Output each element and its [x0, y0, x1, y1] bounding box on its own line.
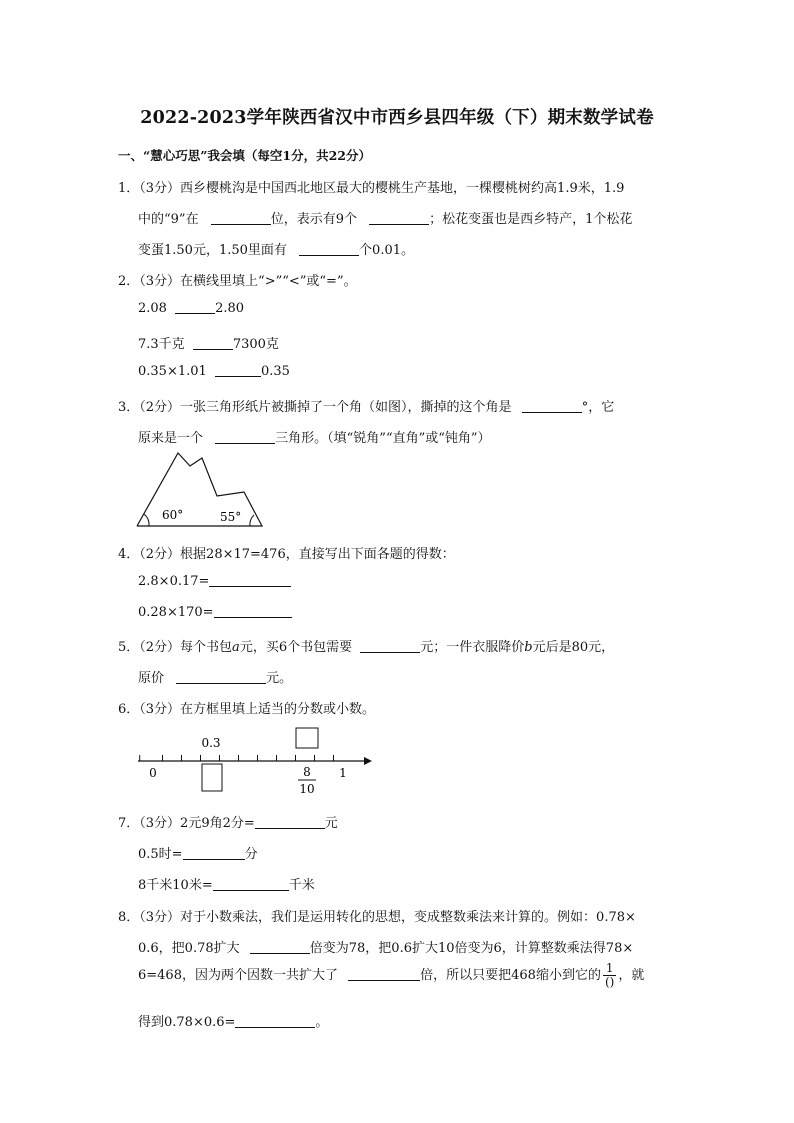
tick-label-0-3: 0.3: [201, 736, 221, 750]
question-8-line-4: [138, 1011, 328, 1030]
question-1-line-3: [138, 239, 414, 258]
question-3-line-1: [118, 396, 614, 415]
text: 千米: [288, 878, 315, 893]
text: 个0.01。: [359, 243, 414, 258]
fraction: [603, 962, 616, 989]
text: 0.5时=: [138, 847, 183, 862]
fraction-denominator-blank[interactable]: (): [604, 975, 615, 989]
question-1-line-2: [138, 208, 632, 227]
answer-blank[interactable]: [214, 605, 292, 618]
answer-blank[interactable]: [235, 1015, 315, 1028]
text: 。: [315, 1015, 329, 1030]
answer-blank[interactable]: [369, 212, 429, 225]
text: 2.80: [215, 301, 245, 316]
answer-blank[interactable]: [255, 816, 325, 829]
answer-blank[interactable]: [215, 364, 261, 377]
text: 位，表示有9个: [270, 212, 357, 227]
text: 原来是一个: [138, 431, 204, 446]
tick-label-1: 1: [339, 766, 347, 780]
answer-blank[interactable]: [522, 400, 582, 413]
text: 3．（2分）一张三角形纸片被撕掉了一个角（如图），撕掉的这个角是: [118, 400, 512, 415]
torn-triangle-figure: [132, 448, 272, 534]
answer-blank[interactable]: [299, 243, 359, 256]
fraction-numerator: 1: [603, 962, 616, 976]
text: 元后是80元，: [532, 640, 615, 655]
text: 倍变为78，把0.6扩大10倍变为6，计算整数乘法得78×: [309, 941, 634, 956]
variable-a: a: [232, 640, 240, 655]
question-6-line-1: 6．（3分）在方框里填上适当的分数或小数。: [118, 702, 376, 717]
text: 5．（2分）每个书包: [118, 640, 233, 655]
answer-blank[interactable]: [193, 337, 233, 350]
text: 2.8×0.17=: [138, 574, 210, 589]
angle-label-55: 55°: [220, 510, 242, 524]
answer-blank[interactable]: [211, 212, 271, 225]
angle-arc-left: [144, 514, 149, 526]
fraction-numerator: 8: [303, 765, 311, 779]
text: 7.3千克: [138, 337, 185, 352]
arrow-head-icon: [364, 757, 372, 765]
question-3-line-2: [138, 427, 491, 446]
text: 0.35: [260, 364, 290, 379]
text: 6=468，因为两个因数一共扩大了: [138, 968, 338, 983]
question-7-line-2: [138, 843, 258, 862]
answer-blank[interactable]: [183, 847, 245, 860]
number-line-figure: [132, 722, 372, 802]
question-7-line-1: [118, 812, 338, 831]
text: 倍，所以只要把468缩小到它的: [420, 968, 601, 983]
tick-marks: [140, 755, 334, 761]
section-heading: 一、“慧心巧思”我会填（每空1分，共22分）: [118, 148, 371, 163]
text: 元；一件衣服降价: [420, 640, 525, 655]
text: 0.6，把0.78扩大: [138, 941, 240, 956]
answer-blank[interactable]: [176, 671, 266, 684]
answer-blank[interactable]: [209, 574, 291, 587]
question-2-c: [138, 364, 290, 379]
question-8-line-2: [138, 937, 633, 956]
answer-box-bottom[interactable]: [202, 764, 222, 791]
question-5-line-2: [138, 667, 292, 686]
text: 原价: [138, 671, 165, 686]
text: 三角形。（填“锐角”“直角”或“钝角”）: [275, 431, 491, 446]
question-4-b: [138, 605, 292, 620]
text: 7300克: [232, 337, 279, 352]
answer-blank[interactable]: [215, 431, 275, 444]
answer-box-top[interactable]: [296, 728, 318, 748]
question-7-line-3: [138, 874, 315, 893]
question-2-a: [138, 301, 244, 316]
angle-label-60: 60°: [162, 508, 184, 522]
text: 0.35×1.01: [138, 364, 207, 379]
text: 元。: [266, 671, 293, 686]
page-title: 2022-2023学年陕西省汉中市西乡县四年级（下）期末数学试卷: [140, 108, 654, 128]
question-8-line-1: 8．（3分）对于小数乘法，我们是运用转化的思想，变成整数乘法来计算的。例如：0.78×: [118, 910, 636, 925]
text: 元: [324, 816, 338, 831]
text: ；松花变蛋也是西乡特产，1个松花: [429, 212, 633, 227]
text: 2.08: [138, 301, 167, 316]
question-2-line-1: 2．（3分）在横线里填上“>”“<”或“=”。: [118, 274, 357, 289]
text: 分: [244, 847, 258, 862]
text: 得到0.78×0.6=: [138, 1015, 236, 1030]
angle-arc-right: [250, 515, 254, 526]
variable-b: b: [524, 640, 533, 655]
text: 中的“9”在: [138, 212, 199, 227]
question-4-line-1: 4．（2分）根据28×17=476，直接写出下面各题的得数：: [118, 547, 455, 562]
text: ，就: [618, 968, 645, 983]
answer-blank[interactable]: [360, 640, 420, 653]
question-5-line-1: [118, 636, 614, 655]
question-8-line-3: [138, 962, 644, 989]
question-1-line-1: 1．（3分）西乡樱桃沟是中国西北地区最大的樱桃生产基地，一棵樱桃树约高1.9米，1.9: [118, 181, 625, 196]
text: 8千米10米=: [138, 878, 213, 893]
text: 变蛋1.50元，1.50里面有: [138, 243, 287, 258]
question-2-b: [138, 333, 279, 352]
answer-blank[interactable]: [213, 878, 289, 891]
text: 7．（3分）2元9角2分=: [118, 816, 255, 831]
fraction-denominator: 10: [299, 782, 315, 796]
text: 0.28×170=: [138, 605, 214, 620]
text: 元，买6个书包需要: [239, 640, 353, 655]
answer-blank[interactable]: [175, 301, 215, 314]
answer-blank[interactable]: [250, 941, 310, 954]
answer-blank[interactable]: [348, 968, 420, 981]
question-4-a: [138, 574, 291, 589]
tick-label-0: 0: [149, 766, 157, 780]
text: °，它: [581, 400, 615, 415]
triangle-outline: [137, 453, 262, 526]
